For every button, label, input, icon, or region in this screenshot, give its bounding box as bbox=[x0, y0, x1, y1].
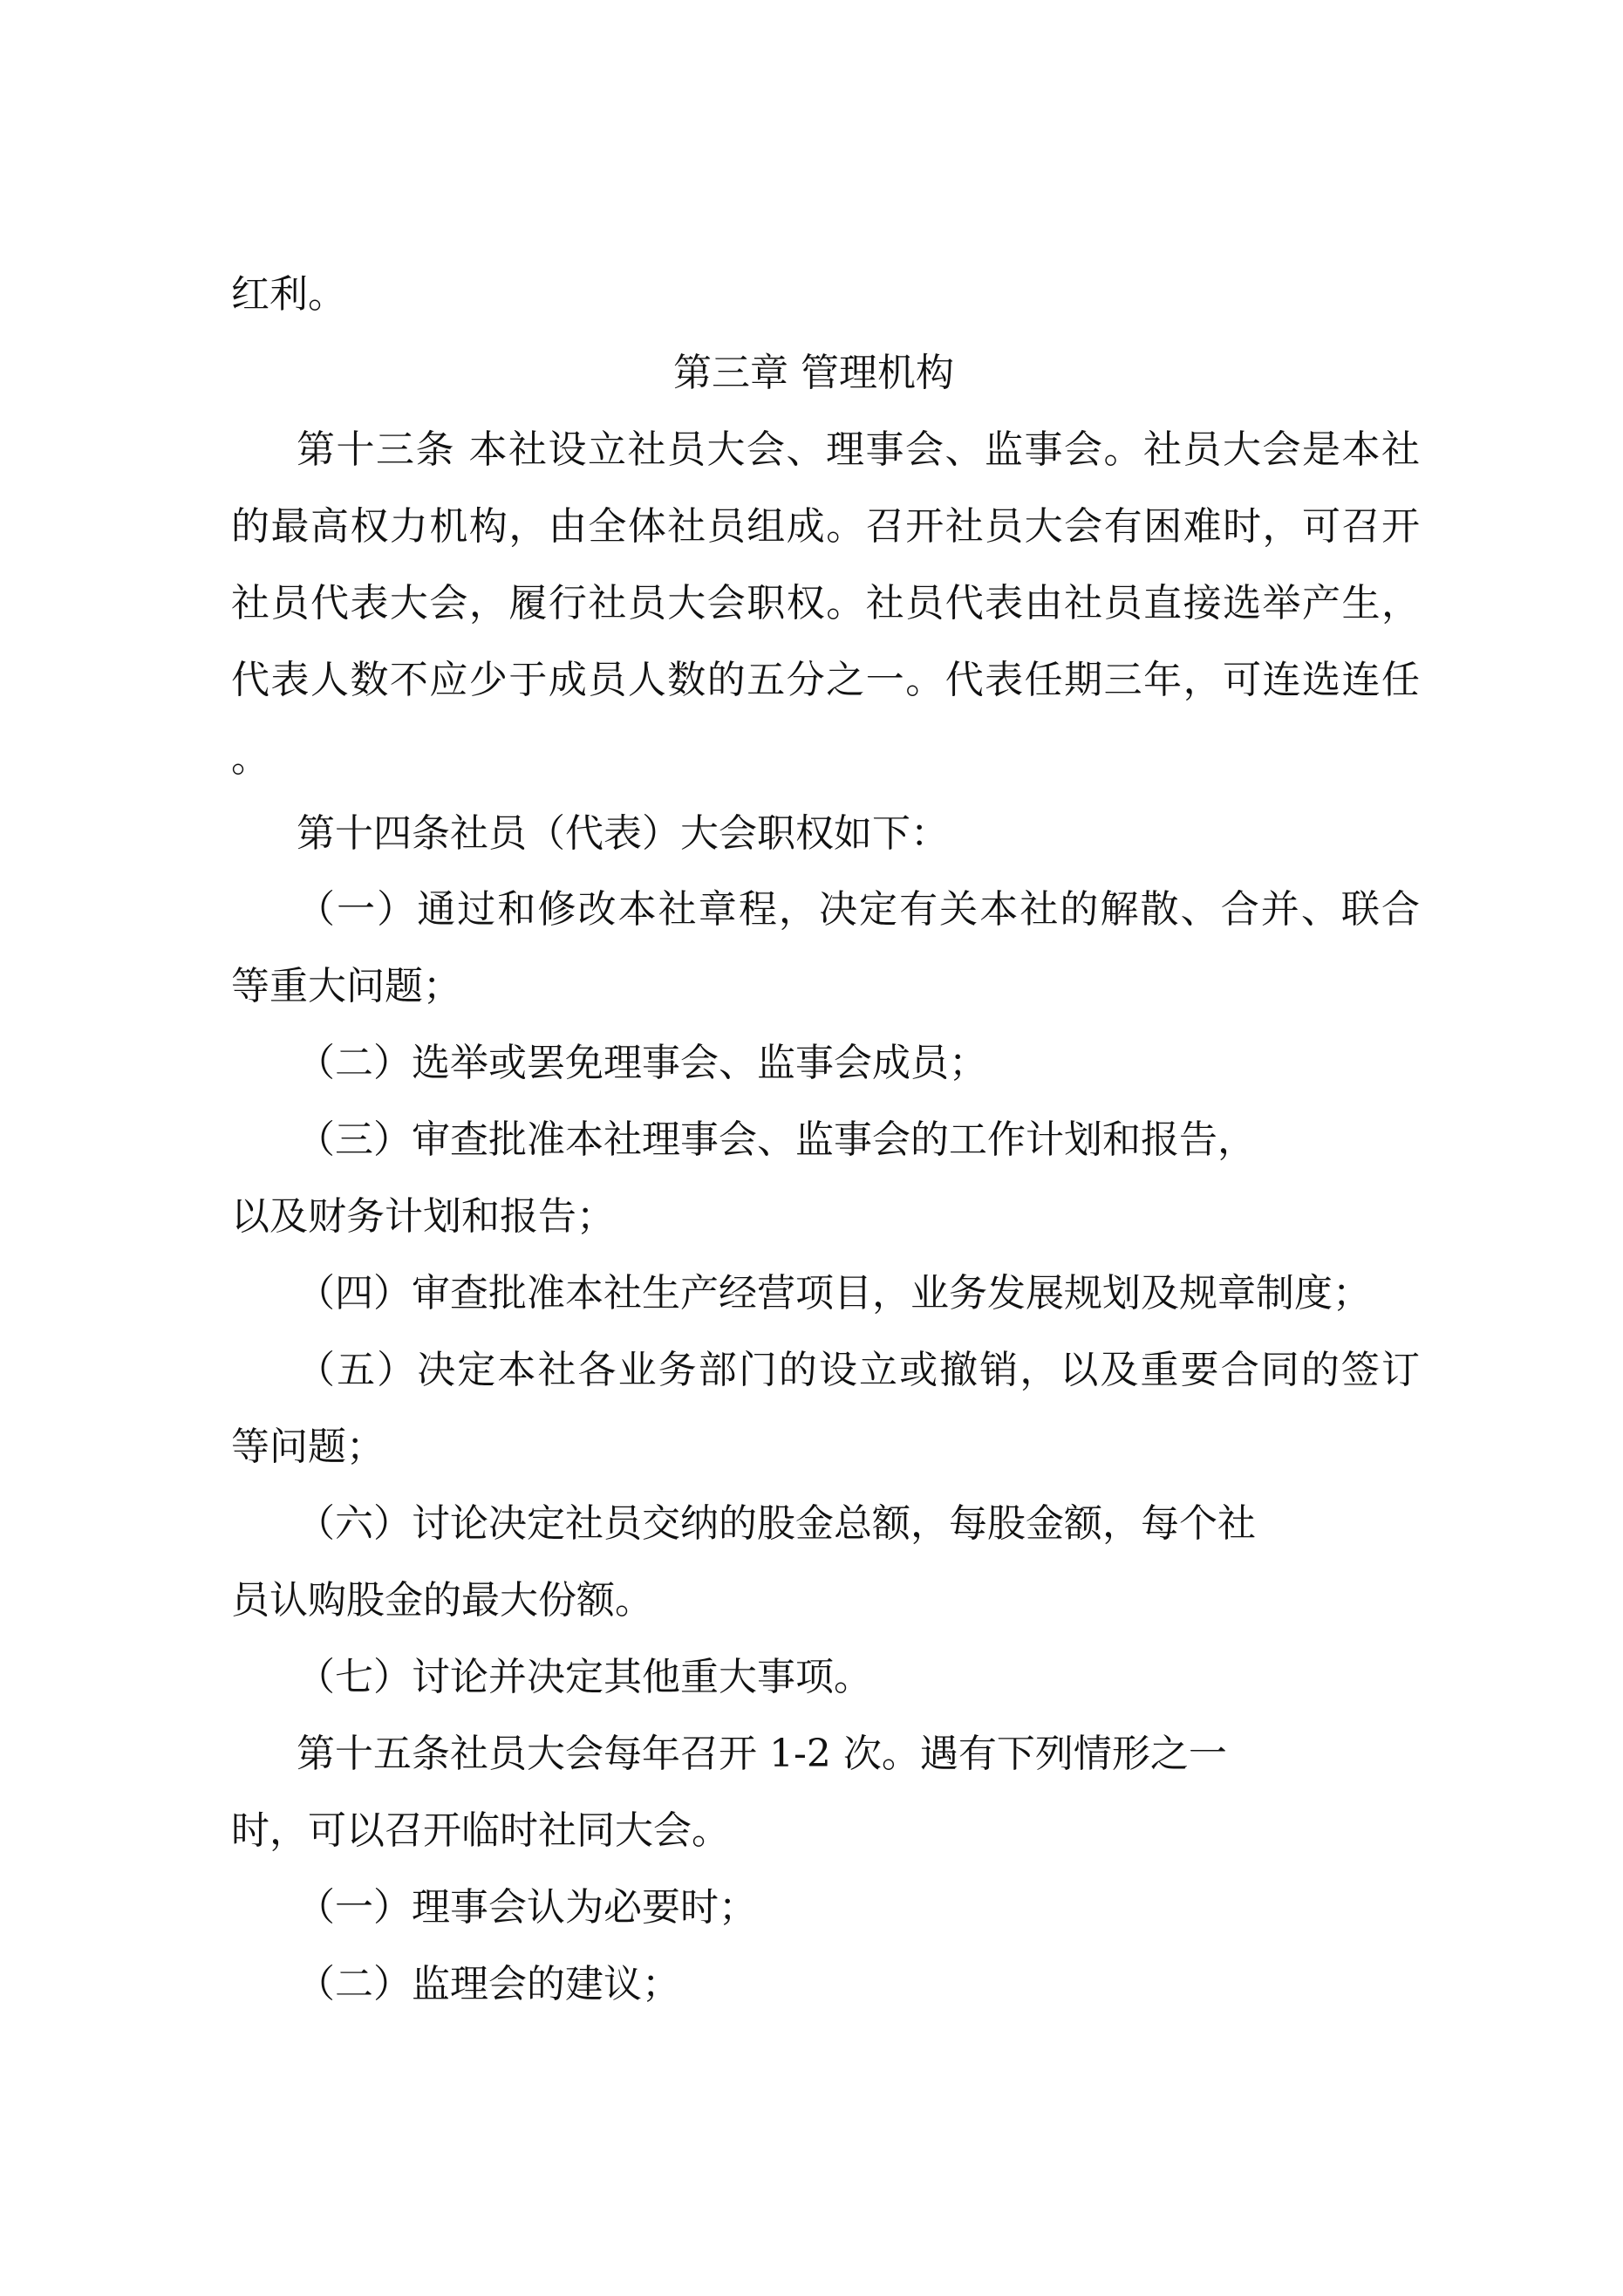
text-line-10: 等重大问题； bbox=[231, 964, 461, 1008]
text-line-18: 员认购股金的最大份额。 bbox=[231, 1578, 653, 1623]
text-line-1: 红利。 bbox=[231, 272, 346, 317]
text-line-5: 社员代表大会，履行社员大会职权。社员代表由社员直接选举产生， bbox=[231, 581, 1420, 625]
text-line-19: （七）讨论并决定其他重大事项。 bbox=[297, 1655, 872, 1699]
text-line-17: （六）讨论决定社员交纳的股金总额，每股金额，每个社 bbox=[297, 1501, 1256, 1546]
text-line-16: 等问题； bbox=[231, 1425, 385, 1469]
text-line-21: 时，可以召开临时社同大会。 bbox=[231, 1808, 730, 1853]
text-line-8: 第十四条社员（代表）大会职权如下： bbox=[297, 811, 949, 856]
text-line-13: 以及财务计划和报告； bbox=[231, 1194, 615, 1239]
text-line-20: 第十五条社员大会每年召开 1-2 次。遇有下列情形之一 bbox=[297, 1732, 1227, 1776]
text-line-9: （一）通过和修改本社章程，决定有关本社的解散、合并、联合 bbox=[297, 887, 1420, 932]
text-line-12: （三）审查批准本社理事会、监事会的工作计划和报告， bbox=[297, 1117, 1256, 1162]
text-line-6: 代表人数不应少于成员人数的五分之一。代表任期三年，可连选连任 bbox=[231, 658, 1420, 702]
text-line-15: （五）决定本社各业务部门的设立或撤销，以及重要合同的签订 bbox=[297, 1348, 1420, 1392]
text-line-14: （四）审查批准本社生产经营项目，业务发展规划及规章制度； bbox=[297, 1271, 1371, 1315]
text-line-7: 。 bbox=[231, 736, 269, 781]
text-line-23: （二）监理会的建议； bbox=[297, 1962, 680, 2006]
text-line-11: （二）选举或罢免理事会、监事会成员； bbox=[297, 1041, 987, 1085]
text-line-22: （一）理事会认为必要时； bbox=[297, 1885, 757, 1930]
chapter-heading: 第三章 管理机构 bbox=[673, 351, 954, 395]
text-line-3: 第十三条 本社设立社员大会、理事会、监事会。社员大会是本社 bbox=[297, 427, 1420, 472]
text-line-4: 的最高权力机构，由全体社员组成。召开社员大会有困难时，可召开 bbox=[231, 504, 1420, 549]
